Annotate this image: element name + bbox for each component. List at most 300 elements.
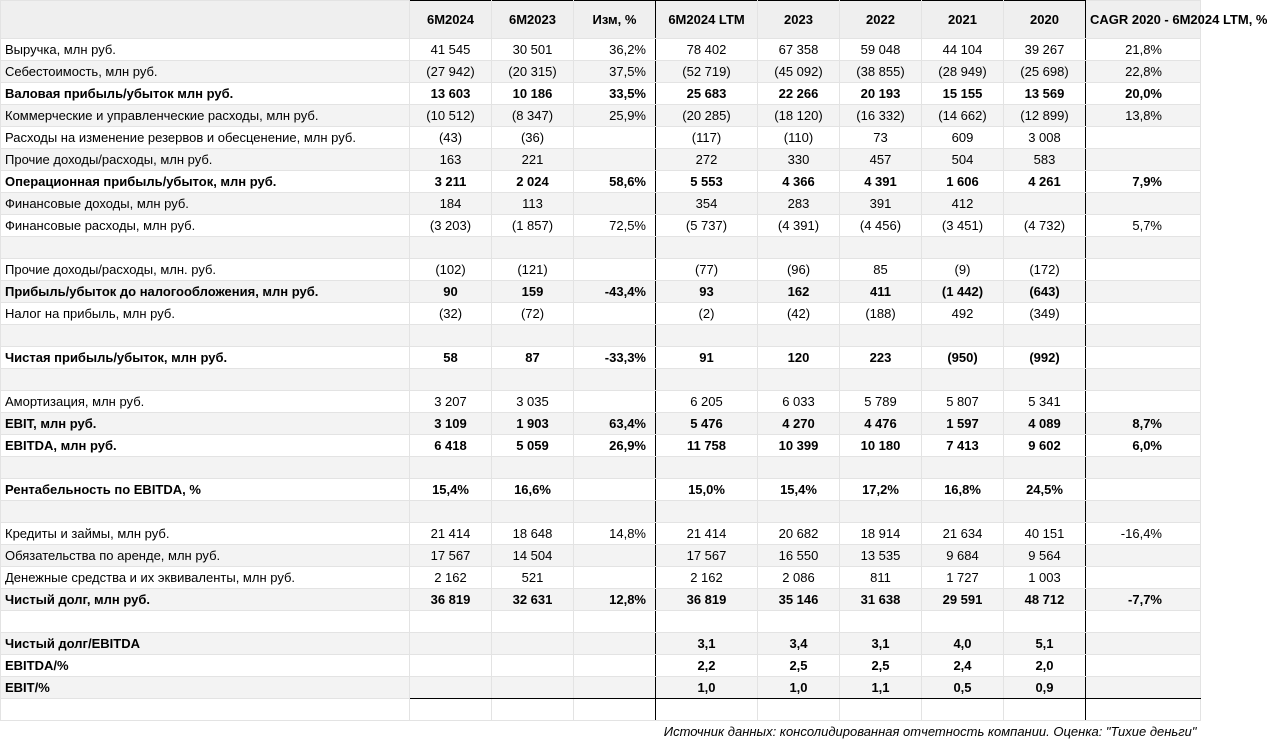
table-cell: 41 545 (410, 39, 492, 61)
table-cell: 91 (656, 347, 758, 369)
table-cell: 609 (922, 127, 1004, 149)
table-cell: 13 535 (840, 545, 922, 567)
table-cell (492, 633, 574, 655)
table-cell: 3 211 (410, 171, 492, 193)
table-cell: -33,3% (574, 347, 656, 369)
table-cell: (20 285) (656, 105, 758, 127)
table-cell: 272 (656, 149, 758, 171)
table-cell: 7 413 (922, 435, 1004, 457)
table-row (1, 303, 1201, 325)
column-header: CAGR 2020 - 6M2024 LTM, % (1086, 1, 1201, 39)
table-cell: (14 662) (922, 105, 1004, 127)
table-cell (758, 369, 840, 391)
table-cell: (117) (656, 127, 758, 149)
table-row (1, 39, 1201, 61)
table-cell (1086, 347, 1201, 369)
table-cell (1086, 303, 1201, 325)
table-cell: 25,9% (574, 105, 656, 127)
table-cell: (2) (656, 303, 758, 325)
table-cell: (43) (410, 127, 492, 149)
table-cell: 20 193 (840, 83, 922, 105)
table-cell (1086, 633, 1201, 655)
table-cell (758, 501, 840, 523)
spacer-row (1, 501, 1201, 523)
table-cell (922, 501, 1004, 523)
table-cell (410, 237, 492, 259)
table-cell (574, 501, 656, 523)
row-label: Амортизация, млн руб. (1, 391, 410, 413)
table-cell: 162 (758, 281, 840, 303)
table-cell (574, 303, 656, 325)
table-cell: (121) (492, 259, 574, 281)
table-cell: 11 758 (656, 435, 758, 457)
row-label: EBITDA, млн руб. (1, 435, 410, 457)
table-cell (574, 325, 656, 347)
table-row (1, 215, 1201, 237)
row-label: Валовая прибыль/убыток млн руб. (1, 83, 410, 105)
table-cell: (950) (922, 347, 1004, 369)
table-cell: (12 899) (1004, 105, 1086, 127)
table-cell (840, 457, 922, 479)
column-header: 6M2023 (492, 1, 574, 39)
table-cell: (45 092) (758, 61, 840, 83)
table-cell: 21 634 (922, 523, 1004, 545)
row-label (1, 369, 410, 391)
table-cell: (25 698) (1004, 61, 1086, 83)
table-cell: 39 267 (1004, 39, 1086, 61)
table-cell: 21,8% (1086, 39, 1201, 61)
table-cell: 24,5% (1004, 479, 1086, 501)
table-cell: (349) (1004, 303, 1086, 325)
table-cell (492, 655, 574, 677)
table-cell (574, 699, 656, 721)
table-row (1, 413, 1201, 435)
table-cell: 1,1 (840, 677, 922, 699)
table-cell: 2,0 (1004, 655, 1086, 677)
table-cell: (5 737) (656, 215, 758, 237)
table-cell (1004, 611, 1086, 633)
table-cell: 26,9% (574, 435, 656, 457)
table-cell: (96) (758, 259, 840, 281)
table-cell: 90 (410, 281, 492, 303)
table-cell: 184 (410, 193, 492, 215)
table-row (1, 127, 1201, 149)
table-cell: 17,2% (840, 479, 922, 501)
table-cell: 457 (840, 149, 922, 171)
table-cell: 4 261 (1004, 171, 1086, 193)
table-cell: 5 553 (656, 171, 758, 193)
table-cell (1086, 193, 1201, 215)
table-cell: 1 003 (1004, 567, 1086, 589)
table-cell (1086, 391, 1201, 413)
table-cell: 1 597 (922, 413, 1004, 435)
table-cell: 25 683 (656, 83, 758, 105)
table-cell: (3 203) (410, 215, 492, 237)
table-cell: (28 949) (922, 61, 1004, 83)
table-row (1, 83, 1201, 105)
table-cell: 35 146 (758, 589, 840, 611)
table-cell (492, 237, 574, 259)
table-cell (922, 325, 1004, 347)
table-cell: (172) (1004, 259, 1086, 281)
table-cell: 18 648 (492, 523, 574, 545)
table-row (1, 545, 1201, 567)
table-cell: 2 086 (758, 567, 840, 589)
table-cell (656, 369, 758, 391)
table-cell: 78 402 (656, 39, 758, 61)
table-cell: 5 059 (492, 435, 574, 457)
table-cell: 583 (1004, 149, 1086, 171)
table-cell (1086, 281, 1201, 303)
table-cell: 4 476 (840, 413, 922, 435)
table-cell: 504 (922, 149, 1004, 171)
table-cell (758, 457, 840, 479)
table-cell (574, 149, 656, 171)
table-cell: 2,5 (758, 655, 840, 677)
table-cell (758, 325, 840, 347)
table-cell: (188) (840, 303, 922, 325)
column-header: 2023 (758, 1, 840, 39)
table-cell: (9) (922, 259, 1004, 281)
row-label (1, 325, 410, 347)
row-label: EBITDA/% (1, 655, 410, 677)
table-cell (410, 369, 492, 391)
table-cell: 223 (840, 347, 922, 369)
spacer-row (1, 611, 1201, 633)
table-cell: 4 366 (758, 171, 840, 193)
row-label (1, 611, 410, 633)
table-cell: -7,7% (1086, 589, 1201, 611)
table-cell: 36 819 (410, 589, 492, 611)
table-cell (492, 369, 574, 391)
table-cell (1004, 699, 1086, 721)
table-cell (492, 611, 574, 633)
table-cell: 3 207 (410, 391, 492, 413)
table-cell: 14 504 (492, 545, 574, 567)
row-label: Финансовые доходы, млн руб. (1, 193, 410, 215)
table-cell (840, 699, 922, 721)
source-note: Источник данных: консолидированная отчетность компании. Оценка: "Тихие деньги" (1, 721, 1201, 742)
table-cell: (16 332) (840, 105, 922, 127)
table-cell (1086, 457, 1201, 479)
row-label: Кредиты и займы, млн руб. (1, 523, 410, 545)
table-cell (410, 655, 492, 677)
column-header: 2020 (1004, 1, 1086, 39)
table-cell (758, 699, 840, 721)
row-label: EBIT, млн руб. (1, 413, 410, 435)
row-label: Чистый долг/EBITDA (1, 633, 410, 655)
table-cell (656, 501, 758, 523)
table-cell (492, 501, 574, 523)
table-cell (410, 457, 492, 479)
row-label: EBIT/% (1, 677, 410, 699)
table-cell: 58 (410, 347, 492, 369)
table-cell: (4 732) (1004, 215, 1086, 237)
table-cell (1086, 149, 1201, 171)
table-cell (1004, 501, 1086, 523)
row-label: Чистый долг, млн руб. (1, 589, 410, 611)
table-cell: 22,8% (1086, 61, 1201, 83)
table-cell: 29 591 (922, 589, 1004, 611)
table-cell (574, 677, 656, 699)
table-row (1, 479, 1201, 501)
table-cell: 2 024 (492, 171, 574, 193)
table-cell (922, 699, 1004, 721)
table-row (1, 435, 1201, 457)
table-cell: 13 603 (410, 83, 492, 105)
table-cell: 5,7% (1086, 215, 1201, 237)
table-cell: (10 512) (410, 105, 492, 127)
table-cell: 17 567 (410, 545, 492, 567)
table-cell: 18 914 (840, 523, 922, 545)
table-cell: 30 501 (492, 39, 574, 61)
table-cell (1086, 655, 1201, 677)
table-cell: 73 (840, 127, 922, 149)
table-cell: 59 048 (840, 39, 922, 61)
table-cell (922, 237, 1004, 259)
table-cell (574, 611, 656, 633)
header-label-cell (1, 1, 410, 39)
table-row (1, 259, 1201, 281)
table-cell: 159 (492, 281, 574, 303)
table-cell (574, 457, 656, 479)
table-cell: 48 712 (1004, 589, 1086, 611)
table-cell: 20,0% (1086, 83, 1201, 105)
table-row (1, 677, 1201, 699)
table-cell: 6 033 (758, 391, 840, 413)
table-cell: 44 104 (922, 39, 1004, 61)
table-cell: 15,0% (656, 479, 758, 501)
table-cell (410, 611, 492, 633)
table-cell: 0,9 (1004, 677, 1086, 699)
row-label: Операционная прибыль/убыток, млн руб. (1, 171, 410, 193)
table-cell (410, 633, 492, 655)
table-cell (410, 501, 492, 523)
row-label: Прибыль/убыток до налогообложения, млн руб. (1, 281, 410, 303)
table-cell: 21 414 (656, 523, 758, 545)
table-cell: 10 399 (758, 435, 840, 457)
table-cell (574, 127, 656, 149)
table-cell: 411 (840, 281, 922, 303)
column-header: 6M2024 LTM (656, 1, 758, 39)
row-label (1, 457, 410, 479)
table-cell (922, 611, 1004, 633)
table-cell: -16,4% (1086, 523, 1201, 545)
table-cell (1086, 567, 1201, 589)
table-cell (574, 259, 656, 281)
row-label: Себестоимость, млн руб. (1, 61, 410, 83)
table-cell: 67 358 (758, 39, 840, 61)
table-cell (922, 457, 1004, 479)
table-cell: 4,0 (922, 633, 1004, 655)
table-cell: (20 315) (492, 61, 574, 83)
table-cell: (18 120) (758, 105, 840, 127)
table-cell (574, 193, 656, 215)
table-cell (1086, 479, 1201, 501)
table-cell (1004, 237, 1086, 259)
row-label: Финансовые расходы, млн руб. (1, 215, 410, 237)
column-header: Изм, % (574, 1, 656, 39)
table-cell: 72,5% (574, 215, 656, 237)
spacer-row (1, 237, 1201, 259)
row-label: Рентабельность по EBITDA, % (1, 479, 410, 501)
table-cell (1086, 501, 1201, 523)
table-row (1, 347, 1201, 369)
table-cell: 5 807 (922, 391, 1004, 413)
table-cell: (1 442) (922, 281, 1004, 303)
table-cell: 8,7% (1086, 413, 1201, 435)
table-cell: 6 418 (410, 435, 492, 457)
table-cell: 1 727 (922, 567, 1004, 589)
table-cell: (36) (492, 127, 574, 149)
table-cell: 391 (840, 193, 922, 215)
table-cell: 1 606 (922, 171, 1004, 193)
table-cell (1086, 325, 1201, 347)
table-cell: 163 (410, 149, 492, 171)
table-cell: 3,1 (656, 633, 758, 655)
table-cell: 354 (656, 193, 758, 215)
table-cell (574, 633, 656, 655)
spacer-row (1, 369, 1201, 391)
table-cell: 221 (492, 149, 574, 171)
table-row (1, 105, 1201, 127)
table-cell: 12,8% (574, 589, 656, 611)
table-cell (410, 325, 492, 347)
header-row (1, 1, 1201, 39)
table-cell: 1,0 (656, 677, 758, 699)
table-cell: (77) (656, 259, 758, 281)
table-cell: (27 942) (410, 61, 492, 83)
table-row (1, 567, 1201, 589)
table-cell: 93 (656, 281, 758, 303)
table-cell (758, 611, 840, 633)
table-cell: 87 (492, 347, 574, 369)
table-cell (574, 567, 656, 589)
table-cell (492, 699, 574, 721)
table-cell (1086, 127, 1201, 149)
table-cell: 32 631 (492, 589, 574, 611)
table-row (1, 61, 1201, 83)
table-cell: (110) (758, 127, 840, 149)
table-cell: (32) (410, 303, 492, 325)
table-cell (840, 325, 922, 347)
table-cell: 13 569 (1004, 83, 1086, 105)
table-row (1, 171, 1201, 193)
table-cell (1086, 611, 1201, 633)
table-cell (656, 325, 758, 347)
table-cell (1086, 545, 1201, 567)
table-cell: (4 391) (758, 215, 840, 237)
table-cell (1004, 193, 1086, 215)
table-cell: -43,4% (574, 281, 656, 303)
spacer-row (1, 699, 1201, 721)
row-label (1, 699, 410, 721)
table-cell: 283 (758, 193, 840, 215)
table-cell: 9 684 (922, 545, 1004, 567)
column-header: 6M2024 (410, 1, 492, 39)
table-cell: 412 (922, 193, 1004, 215)
table-cell: 5,1 (1004, 633, 1086, 655)
row-label: Чистая прибыль/убыток, млн руб. (1, 347, 410, 369)
table-cell: 2 162 (656, 567, 758, 589)
table-cell: (102) (410, 259, 492, 281)
table-cell (492, 325, 574, 347)
table-cell: 33,5% (574, 83, 656, 105)
table-cell: 3,4 (758, 633, 840, 655)
table-cell (574, 479, 656, 501)
table-cell: 16,6% (492, 479, 574, 501)
table-cell (574, 369, 656, 391)
table-row (1, 149, 1201, 171)
table-row (1, 391, 1201, 413)
table-cell (574, 655, 656, 677)
table-cell: 330 (758, 149, 840, 171)
table-cell (410, 677, 492, 699)
table-row (1, 655, 1201, 677)
table-cell (840, 237, 922, 259)
table-cell: 17 567 (656, 545, 758, 567)
table-cell: 5 476 (656, 413, 758, 435)
table-cell (410, 699, 492, 721)
table-cell: 10 186 (492, 83, 574, 105)
table-cell: 20 682 (758, 523, 840, 545)
table-cell: (992) (1004, 347, 1086, 369)
table-cell: 37,5% (574, 61, 656, 83)
table-cell: 10 180 (840, 435, 922, 457)
table-cell: (1 857) (492, 215, 574, 237)
table-cell (1086, 677, 1201, 699)
table-cell: (52 719) (656, 61, 758, 83)
table-cell: 521 (492, 567, 574, 589)
table-cell (1086, 369, 1201, 391)
table-cell (574, 391, 656, 413)
source-row (1, 721, 1201, 742)
row-label (1, 501, 410, 523)
table-cell: 120 (758, 347, 840, 369)
table-cell (492, 677, 574, 699)
table-cell (656, 611, 758, 633)
table-cell (656, 699, 758, 721)
table-cell: (42) (758, 303, 840, 325)
table-cell (840, 369, 922, 391)
row-label: Денежные средства и их эквиваленты, млн руб. (1, 567, 410, 589)
table-cell: 31 638 (840, 589, 922, 611)
spacer-row (1, 457, 1201, 479)
table-row (1, 523, 1201, 545)
table-cell: (72) (492, 303, 574, 325)
table-cell (656, 457, 758, 479)
table-cell (1086, 259, 1201, 281)
table-cell: 40 151 (1004, 523, 1086, 545)
row-label: Выручка, млн руб. (1, 39, 410, 61)
row-label: Обязательства по аренде, млн руб. (1, 545, 410, 567)
table-cell (840, 501, 922, 523)
table-cell: 3 109 (410, 413, 492, 435)
row-label: Коммерческие и управленческие расходы, млн руб. (1, 105, 410, 127)
table-cell (1086, 699, 1201, 721)
column-header: 2021 (922, 1, 1004, 39)
row-label: Прочие доходы/расходы, млн руб. (1, 149, 410, 171)
table-cell: 4 391 (840, 171, 922, 193)
table-cell (1086, 237, 1201, 259)
table-cell (492, 457, 574, 479)
table-cell: 36,2% (574, 39, 656, 61)
table-row (1, 633, 1201, 655)
table-cell: 7,9% (1086, 171, 1201, 193)
table-cell: 16,8% (922, 479, 1004, 501)
table-row (1, 589, 1201, 611)
table-cell: 5 341 (1004, 391, 1086, 413)
